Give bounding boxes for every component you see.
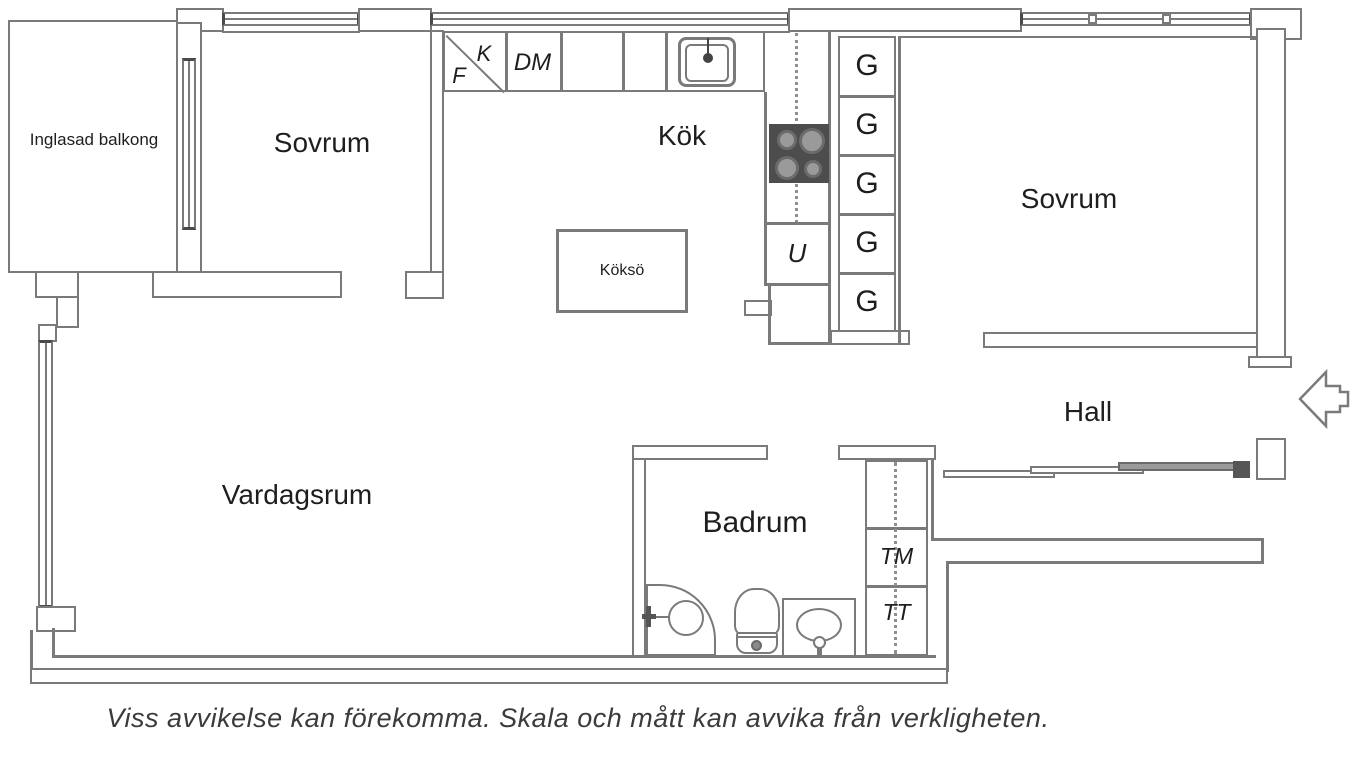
window-balcony-bedroom <box>182 58 196 230</box>
label-washing-machine: TM <box>879 542 914 569</box>
room-label-living-room: Vardagsrum <box>221 479 373 510</box>
window-kitchen-top <box>430 12 790 26</box>
hall-wardrobe-rail <box>1118 462 1236 471</box>
wall-left-inner <box>52 628 55 658</box>
label-fridge: K <box>476 41 492 66</box>
stove-burner <box>775 156 799 180</box>
window-bedroom-right-top <box>1020 12 1252 26</box>
washbasin-tap-stem <box>817 648 822 656</box>
wall-bedroom-left-door-corner <box>405 271 444 299</box>
label-tumble-dryer: TT <box>882 598 911 625</box>
wall-right-outer <box>1256 28 1286 366</box>
wall-hall-bottom-outer <box>946 561 1264 564</box>
wall-inner-top-bedroom-left <box>222 31 360 33</box>
shower <box>646 584 716 656</box>
room-label-bedroom-right: Sovrum <box>1020 183 1118 214</box>
stove-burner <box>799 128 825 154</box>
room-label-kitchen-island: Köksö <box>599 262 645 279</box>
window-living-room <box>38 340 53 608</box>
wall-column-right <box>828 31 831 345</box>
label-oven: U <box>787 237 807 268</box>
wall-hall-bottom-inner <box>931 538 1263 541</box>
label-wardrobe: G <box>855 167 879 200</box>
wall-bedroom-right-left <box>898 36 901 345</box>
window-bedroom-left-top <box>222 12 360 26</box>
label-wardrobe: G <box>855 226 879 259</box>
wall-bathroom-top-right <box>838 445 936 460</box>
hall-rail-end-block <box>1233 461 1250 478</box>
wall-kitchen-bottom-v <box>768 283 771 345</box>
wall-left-pillar-a <box>35 271 79 298</box>
toilet-seat-line <box>738 636 776 638</box>
wall-bottom-outer <box>30 668 948 684</box>
faucet-dot <box>703 53 713 63</box>
wall-top-pier-2 <box>358 8 432 32</box>
entry-arrow-icon <box>1298 368 1350 430</box>
washbasin-counter <box>782 598 856 657</box>
room-label-bathroom: Badrum <box>702 506 808 539</box>
stove-burner <box>777 130 797 150</box>
label-dishwasher: DM <box>513 48 552 76</box>
kitchen-sink <box>678 37 736 87</box>
label-freezer: F <box>452 63 466 88</box>
wall-top-pier-3 <box>788 8 1022 32</box>
counter-divider <box>665 33 668 90</box>
wall-right-end-cap <box>1248 356 1292 368</box>
wall-entry-notch <box>1256 438 1286 480</box>
wall-left-pillar-d <box>36 606 76 632</box>
toilet-button <box>751 640 762 651</box>
oven-cell-bottom <box>764 283 830 286</box>
wall-lower-right <box>946 561 949 672</box>
wall-bathroom-left <box>632 445 646 657</box>
stove-burner <box>804 160 822 178</box>
label-wardrobe: G <box>855 49 879 82</box>
wall-bedroom-right-bottom <box>983 332 1259 348</box>
label-wardrobe: G <box>855 285 879 318</box>
counter-divider <box>560 33 563 90</box>
counter-divider <box>622 33 625 90</box>
toilet-bowl <box>734 588 780 638</box>
shower-head <box>668 600 704 636</box>
stove <box>769 124 829 183</box>
shower-valve <box>646 606 651 627</box>
label-wardrobe: G <box>855 108 879 141</box>
room-label-bedroom-left: Sovrum <box>273 127 371 158</box>
window-mullion <box>1088 14 1097 24</box>
toilet <box>733 587 781 657</box>
disclaimer-caption: Viss avvikelse kan förekomma. Skala och mått kan avvika från verkligheten. <box>106 702 1050 733</box>
wall-left-outer <box>30 630 33 672</box>
room-label-kitchen: Kök <box>657 120 707 151</box>
wall-left-pillar-b <box>56 296 79 328</box>
room-label-balcony: Inglasad balkong <box>29 130 159 149</box>
wall-inner-top-bedroom-right <box>898 36 1256 38</box>
window-mullion <box>1162 14 1171 24</box>
wall-bedroom-left-bottom <box>152 271 342 298</box>
wall-bathroom-top-left <box>632 445 768 460</box>
room-label-hall: Hall <box>1063 396 1113 427</box>
